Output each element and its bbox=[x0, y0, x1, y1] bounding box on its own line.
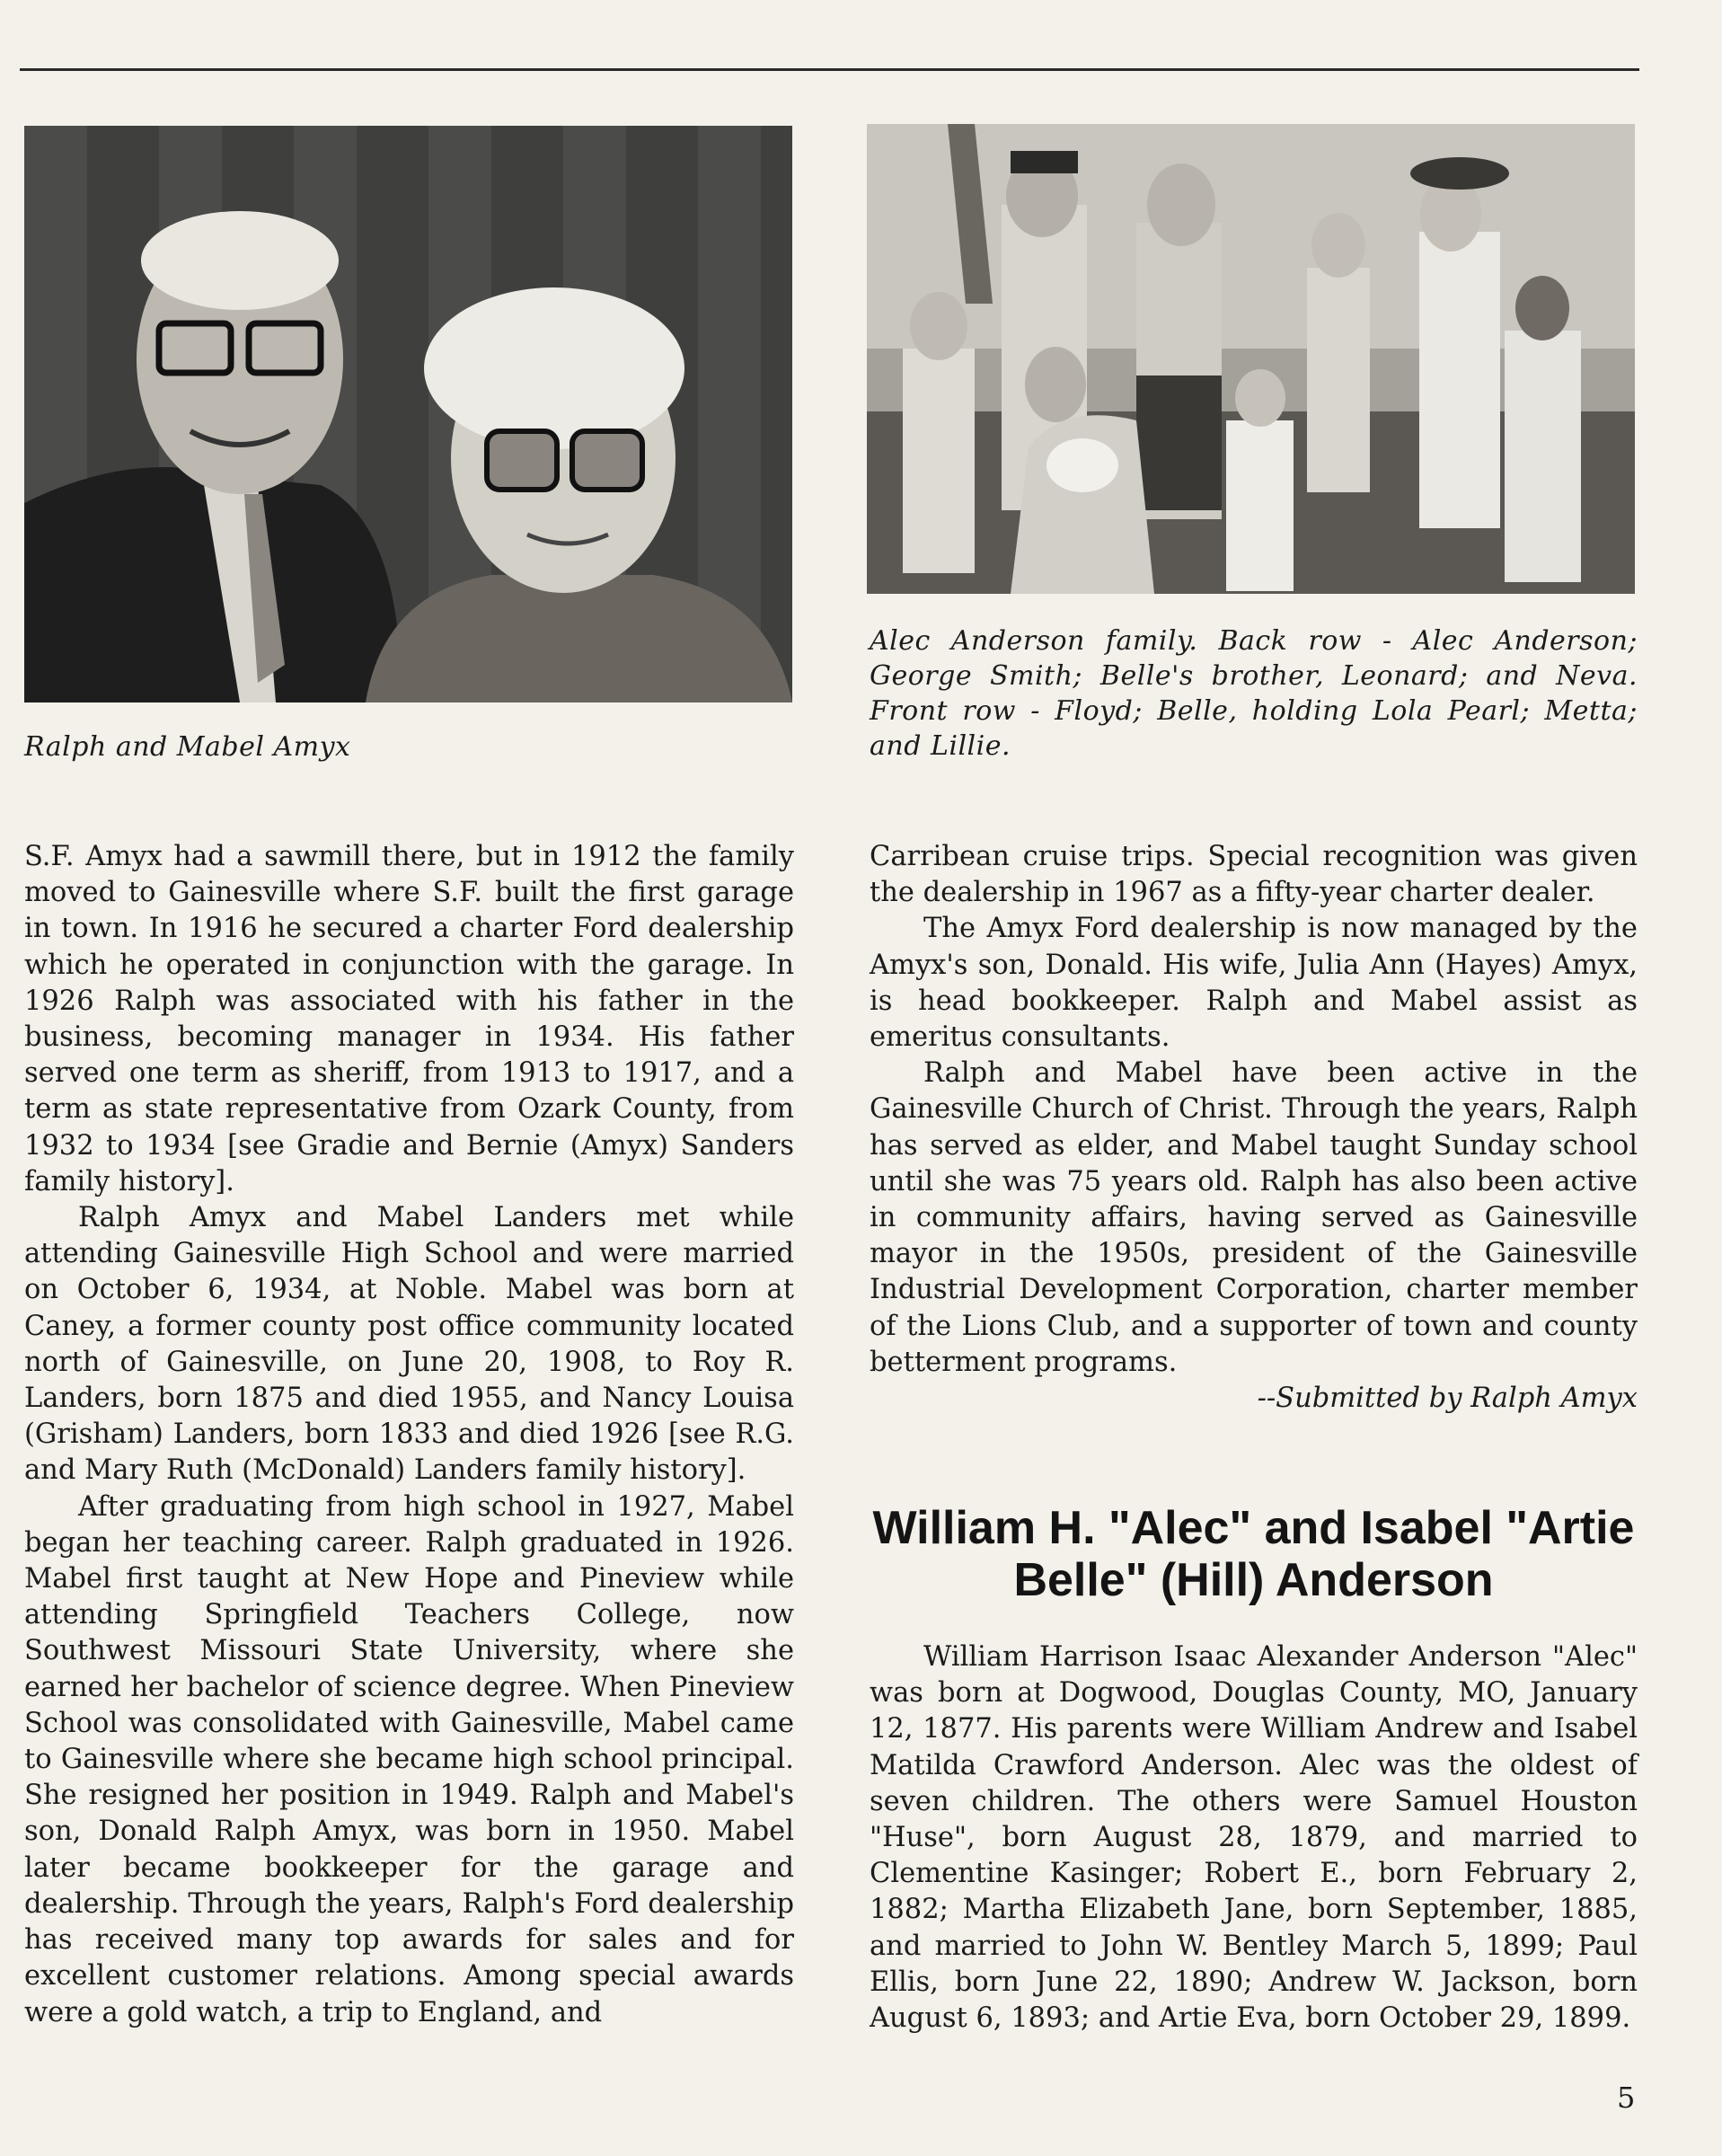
page-number: 5 bbox=[1617, 2081, 1636, 2115]
article-paragraph: The Amyx Ford dealership is now managed by the Amyx's son, Donald. His wife, Julia Ann (Hayes) Amyx, is head bookkeeper. Ralph and Mabel assist as emeritus consultants. bbox=[870, 913, 1638, 1054]
submitted-by-signoff: --Submitted by Ralph Amyx bbox=[1257, 1383, 1638, 1415]
article-paragraph: Carribean cruise trips. Special recognition was given the dealership in 1967 as a fifty-year charter dealer. bbox=[870, 841, 1638, 909]
photo-caption-anderson-family: Alec Anderson family. Back row - Alec Anderson; George Smith; Belle's brother, Leonard; and Neva. Front row - Floyd; Belle, holding Lola Pearl; Metta; and Lillie. bbox=[870, 625, 1638, 762]
photo-caption-ralph-mabel: Ralph and Mabel Amyx bbox=[24, 731, 351, 763]
article-paragraph: Ralph Amyx and Mabel Landers met while attending Gainesville High School and were married on October 6, 1934, at Noble. Mabel was born at Caney, a former county post office community located north of Gainesville, on June 20, 1908, to Roy R. Landers, born 1875 and died 1955, and Nancy Louisa (Grisham) Landers, born 1833 and died 1926 [see R.G. and Mary Ruth (McDonald) Landers family history]. bbox=[24, 1202, 794, 1487]
article-amyx-left-column bbox=[24, 839, 794, 2031]
article-paragraph: S.F. Amyx had a sawmill there, but in 1912 the family moved to Gainesville where S.F. built the first garage in town. In 1916 he secured a charter Ford dealership which he operated in conjunction with the garage. In 1926 Ralph was associated with his father in the business, becoming manager in 1934. His father served one term as sheriff, from 1913 to 1917, and a term as state representative from Ozark County, from 1932 to 1934 [see Gradie and Bernie (Amyx) Sanders family history]. bbox=[24, 841, 794, 1197]
photo-anderson-family bbox=[867, 124, 1635, 594]
article-anderson-heading: William H. "Alec" and Isabel "Artie Belle" (Hill) Anderson bbox=[872, 1502, 1635, 1606]
top-rule bbox=[20, 68, 1639, 71]
article-anderson-column bbox=[870, 1639, 1638, 2037]
article-paragraph: After graduating from high school in 1927, Mabel began her teaching career. Ralph graduated in 1926. Mabel first taught at New Hope and Pineview while attending Springfield Teachers College, now Southwest Missouri State University, where she earned her bachelor of science degree. When Pineview School was consolidated with Gainesville, Mabel came to Gainesville where she became high school principal. She resigned her position in 1949. Ralph and Mabel's son, Donald Ralph Amyx, was born in 1950. Mabel later became bookkeeper for the garage and dealership. Through the years, Ralph's Ford dealership has received many top awards for sales and for excellent customer relations. Among special awards were a gold watch, a trip to England, and bbox=[24, 1490, 794, 2028]
photo-ralph-mabel bbox=[24, 126, 792, 702]
article-amyx-right-column bbox=[870, 839, 1638, 1417]
article-paragraph: William Harrison Isaac Alexander Anderson "Alec" was born at Dogwood, Douglas County, MO, January 12, 1877. His parents were William Andrew and Isabel Matilda Crawford Anderson. Alec was the oldest of seven children. The others were Samuel Houston "Huse", born August 28, 1879, and married to Clementine Kasinger; Robert E., born February 2, 1882; Martha Elizabeth Jane, born September, 1885, and married to John W. Bentley March 5, 1899; Paul Ellis, born June 22, 1890; Andrew W. Jackson, born August 6, 1893; and Artie Eva, born October 29, 1899. bbox=[870, 1641, 1638, 2035]
article-paragraph: Ralph and Mabel have been active in the Gainesville Church of Christ. Through the years, Ralph has served as elder, and Mabel taught Sunday school until she was 75 years old. Ralph has also been active in community affairs, having served as Gainesville mayor in the 1950s, president of the Gainesville Industrial Development Corporation, charter member of the Lions Club, and a supporter of town and county betterment programs. bbox=[870, 1057, 1638, 1378]
